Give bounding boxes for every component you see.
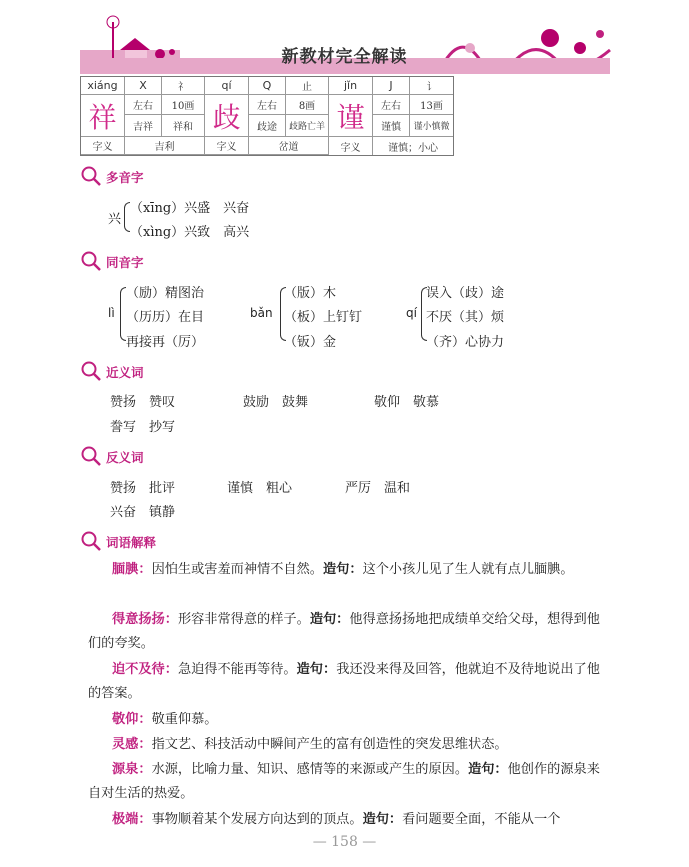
meaning: 谨慎；小心 <box>388 142 438 154</box>
magnifier-icon <box>80 530 102 552</box>
magnifier-icon <box>80 445 102 467</box>
antonym-pair: 赞扬 批评 <box>110 481 176 496</box>
homophone-line: （板）上钉钉 <box>284 310 363 325</box>
sentence-label: 造句： <box>362 812 403 827</box>
structure: 左右 <box>249 95 286 115</box>
homophone-line: （版）木 <box>284 286 337 301</box>
polyphone-line: （xìng）兴致 高兴 <box>130 225 250 240</box>
word: 歧途 <box>249 115 286 137</box>
explanation-item <box>88 658 610 706</box>
homophone-line: （齐）心协力 <box>426 335 505 350</box>
meaning: 吉利 <box>125 137 205 155</box>
homophone-line: （励）精图治 <box>126 286 205 301</box>
antonym-pair: 谨慎 粗心 <box>227 481 293 496</box>
section-title-tongyinzi: 同音字 <box>106 255 144 270</box>
meaning: 岔道 <box>249 137 329 155</box>
homophone-line: （历历）在目 <box>126 310 205 325</box>
homophone-label: bǎn <box>250 306 273 320</box>
pinyin: xiáng <box>81 77 125 95</box>
term: 灵感： <box>112 737 152 752</box>
magnifier-icon <box>80 250 102 272</box>
synonym-pair: 鼓励 鼓舞 <box>243 395 309 410</box>
section-title-jinyici: 近义词 <box>106 365 144 380</box>
explanation-item <box>88 608 610 656</box>
sentence: 我还没来得及回答，他就迫不及待地说出了他的答案。 <box>88 662 600 701</box>
definition: 指文艺、科技活动中瞬间产生的富有创造性的突发思维状态。 <box>151 737 508 752</box>
sentence: 他创作的源泉来自对生活的热爱。 <box>88 762 600 801</box>
homophone-label: lì <box>108 306 115 320</box>
big-character: 歧 <box>205 95 249 137</box>
magnifier-icon <box>80 165 102 187</box>
section-title-duoyinzi: 多音字 <box>106 170 144 185</box>
structure: 左右 <box>125 95 162 115</box>
initial: J <box>373 77 410 95</box>
strokes: 8画 <box>286 95 329 115</box>
radical: 讠 <box>410 77 453 95</box>
sentence-label: 造句： <box>296 662 337 677</box>
homophone-label: qí <box>406 306 417 320</box>
synonym-pair: 赞扬 赞叹 <box>110 395 176 410</box>
initial: X <box>125 77 162 95</box>
sentence-label: 造句： <box>323 562 363 577</box>
initial: Q <box>249 77 286 95</box>
meaning-label: 字义 <box>329 137 373 155</box>
term: 极端： <box>112 812 152 827</box>
synonym-pair: 誊写 抄写 <box>110 420 176 435</box>
page-number: — 158 — <box>312 834 377 850</box>
pinyin: jǐn <box>329 77 373 95</box>
section-title-ciyu: 词语解释 <box>106 535 157 550</box>
radical: 止 <box>286 77 329 95</box>
magnifier-icon <box>80 360 102 382</box>
structure: 左右 <box>373 95 410 115</box>
synonym-pair: 敬仰 敬慕 <box>374 395 440 410</box>
homophone-line: 再接再（厉） <box>126 335 205 350</box>
pinyin: qí <box>205 77 249 95</box>
sentence: 看问题要全面，不能从一个 <box>402 812 561 827</box>
definition: 水源，比喻力量、知识、感情等的来源或产生的原因。 <box>151 762 469 777</box>
explanation-item <box>88 558 610 582</box>
word: 祥和 <box>162 115 205 137</box>
definition: 形容非常得意的样子。 <box>177 612 310 627</box>
sentence: 他得意扬扬地把成绩单交给父母，想得到他们的夸奖。 <box>88 612 600 651</box>
big-character: 谨 <box>329 95 373 137</box>
sentence: 这个小孩儿见了生人就有点儿腼腆。 <box>362 562 574 577</box>
polyphone-line: （xīng）兴盛 兴奋 <box>130 201 250 216</box>
homophone-line: 不厌（其）烦 <box>426 310 505 325</box>
term: 源泉： <box>112 762 152 777</box>
word: 歧路亡羊 <box>286 115 329 137</box>
term: 敬仰： <box>112 712 152 727</box>
strokes: 10画 <box>162 95 205 115</box>
word: 吉祥 <box>125 115 162 137</box>
term: 腼腆： <box>112 562 152 577</box>
big-character: 祥 <box>81 95 125 137</box>
definition: 因怕生或害羞而神情不自然。 <box>151 562 323 577</box>
explanation-item <box>88 733 610 757</box>
meaning-label: 字义 <box>205 137 249 155</box>
explanation-item <box>88 808 610 832</box>
antonym-pair: 兴奋 镇静 <box>110 505 176 520</box>
explanation-item <box>88 708 610 732</box>
polyphone-char: 兴 <box>108 212 122 227</box>
strokes: 13画 <box>410 95 453 115</box>
sentence-label: 造句： <box>468 762 508 777</box>
definition: 急迫得不能再等待。 <box>177 662 297 677</box>
word: 谨慎 <box>373 115 410 137</box>
word: 谨小慎微 <box>410 115 453 137</box>
sentence-label: 造句： <box>309 612 350 627</box>
meaning-label: 字义 <box>81 137 125 155</box>
radical: 礻 <box>162 77 205 95</box>
antonym-pair: 严厉 温和 <box>345 481 411 496</box>
definition: 事物顺着某个发展方向达到的顶点。 <box>151 812 363 827</box>
section-title-fanyici: 反义词 <box>106 450 144 465</box>
homophone-line: 误入（歧）途 <box>426 286 505 301</box>
term: 得意扬扬： <box>112 612 178 627</box>
definition: 敬重仰慕。 <box>151 712 218 727</box>
character-table <box>80 76 454 156</box>
term: 迫不及待： <box>112 662 178 677</box>
explanation-item <box>88 758 610 806</box>
homophone-line: （钣）金 <box>284 335 337 350</box>
header-title: 新教材完全解读 <box>281 47 408 67</box>
